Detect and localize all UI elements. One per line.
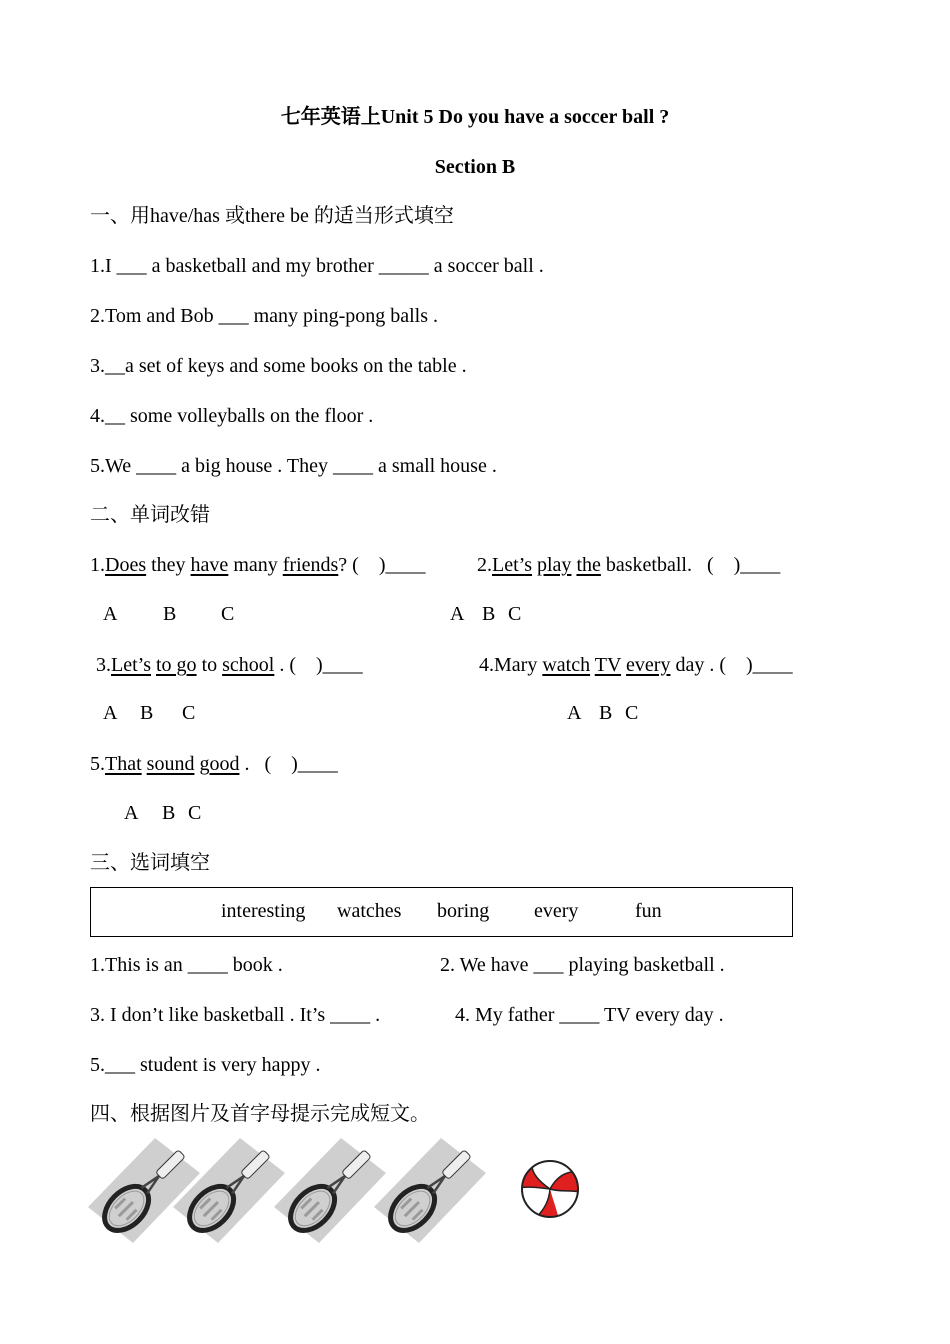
page-title: 七年英语上Unit 5 Do you have a soccer ball ?: [280, 106, 670, 128]
part1-item: 4.__ some volleyballs on the floor .: [90, 405, 374, 427]
part3-item: 4. My father ____ TV every day .: [455, 1004, 724, 1026]
part2-heading: 二、单词改错: [90, 504, 210, 526]
option-letter: A: [103, 603, 118, 625]
section-subtitle: Section B: [434, 156, 516, 178]
word-bank-word: boring: [437, 900, 490, 922]
word-bank-word: fun: [635, 900, 662, 922]
option-letter: B: [482, 603, 496, 625]
part2-question-3: 3.Let’s to go to school . ( )____: [96, 654, 363, 676]
volleyball-image: [519, 1158, 581, 1220]
part3-heading: 三、选词填空: [90, 852, 210, 874]
part3-item: 1.This is an ____ book .: [90, 954, 283, 976]
part3-item: 3. I don’t like basketball . It’s ____ .: [90, 1004, 381, 1026]
part1-item: 1.I ___ a basketball and my brother _____ a soccer ball .: [90, 255, 544, 277]
part2-question-4: 4.Mary watch TV every day . ( )____: [479, 654, 793, 676]
option-letter: A: [103, 702, 118, 724]
part1-item: 2.Tom and Bob ___ many ping-pong balls .: [90, 305, 439, 327]
option-letter: B: [599, 702, 613, 724]
option-letter: B: [163, 603, 177, 625]
word-bank: [90, 887, 793, 937]
tennis-racket-image: [371, 1135, 489, 1247]
option-letter: A: [450, 603, 465, 625]
part1-item: 3.__a set of keys and some books on the table .: [90, 355, 467, 377]
part2-question-2: 2.Let’s play the basketball. ( )____: [477, 554, 781, 576]
part3-item: 5.___ student is very happy .: [90, 1054, 321, 1076]
option-letter: C: [625, 702, 639, 724]
option-letter: C: [182, 702, 196, 724]
part4-heading: 四、根据图片及首字母提示完成短文。: [90, 1103, 430, 1125]
option-letter: B: [162, 802, 176, 824]
option-letter: C: [508, 603, 522, 625]
option-letter: B: [140, 702, 154, 724]
option-letter: A: [124, 802, 139, 824]
option-letter: C: [188, 802, 202, 824]
part2-question-1: 1.Does they have many friends? ( )____: [90, 554, 426, 576]
part3-item: 2. We have ___ playing basketball .: [440, 954, 725, 976]
word-bank-word: watches: [337, 900, 402, 922]
word-bank-word: interesting: [221, 900, 306, 922]
part1-heading: 一、用have/has 或there be 的适当形式填空: [90, 205, 454, 227]
word-bank-word: every: [534, 900, 579, 922]
part2-question-5: 5.That sound good . ( )____: [90, 753, 338, 775]
option-letter: A: [567, 702, 582, 724]
option-letter: C: [221, 603, 235, 625]
part1-item: 5.We ____ a big house . They ____ a small house .: [90, 455, 497, 477]
